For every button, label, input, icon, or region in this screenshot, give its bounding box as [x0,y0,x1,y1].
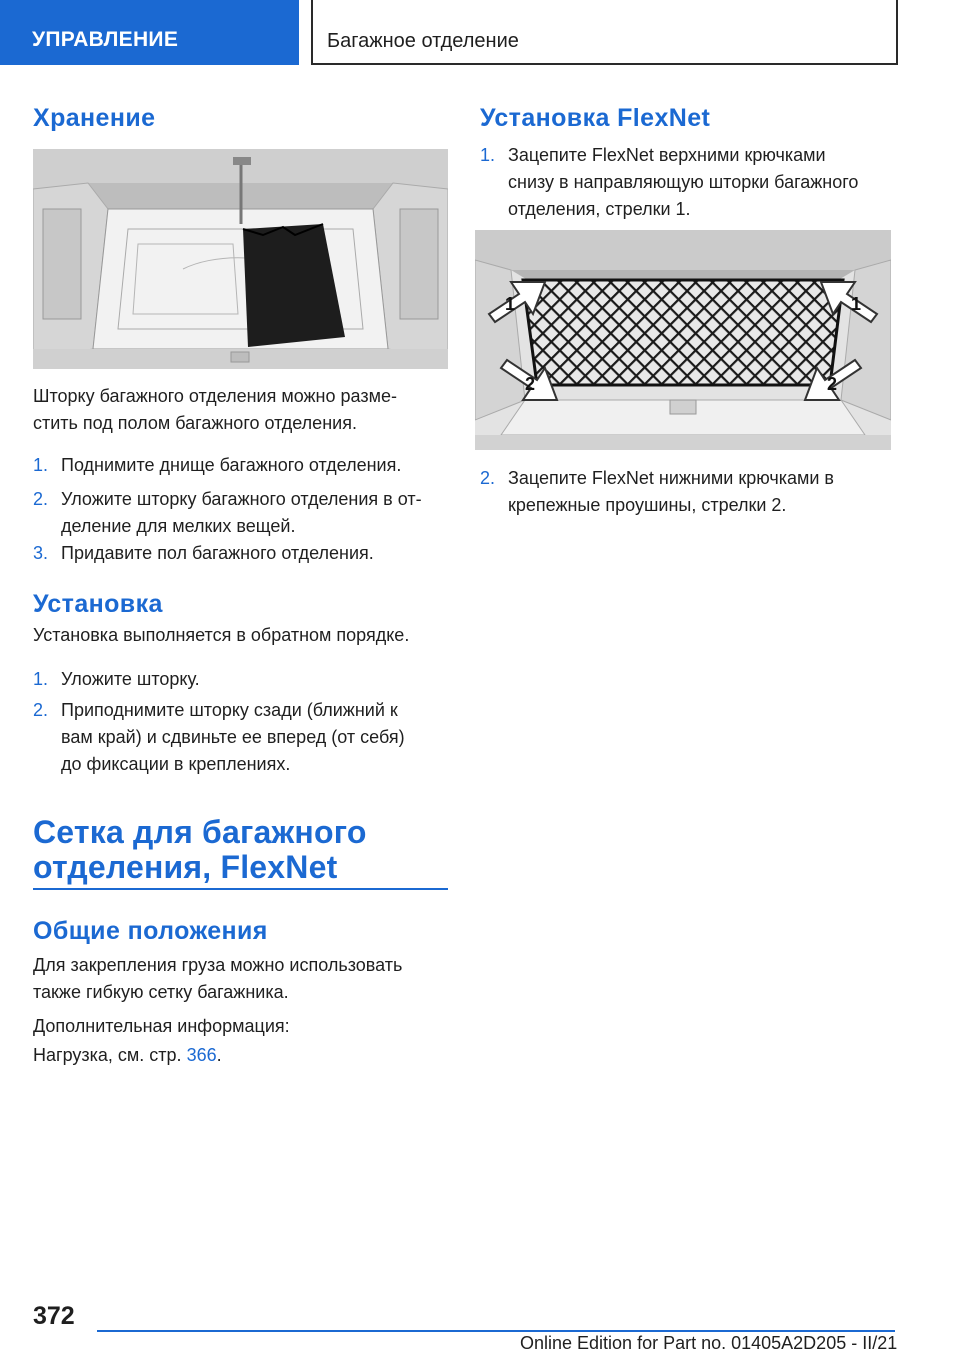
flexnet-illustration [475,230,891,450]
install-heading: Установка [33,590,163,618]
step-text: крепежные проушины, стрелки 2. [508,495,787,515]
arrow-label-1: 1 [505,294,516,314]
step-number: 2. [33,700,49,720]
step-text: Уложите шторку. [61,669,200,689]
subsection-title: Багажное отделение [327,30,519,52]
arrow-label-2: 2 [525,374,536,394]
arrow-label-1: 1 [851,294,862,314]
load-reference-end: . [216,1045,222,1065]
step-text: снизу в направляющую шторки багажного [508,172,859,192]
step-text: деление для мелких вещей. [61,516,296,536]
trunk-storage-illustration [33,149,448,369]
footer-rule [97,1330,895,1332]
step-text: Поднимите днище багажного отделения. [61,455,402,475]
net-title-line1: Сетка для багажного [33,814,367,850]
install-intro: Установка выполняется в обратном порядке. [33,625,410,645]
step-text: Зацепите FlexNet нижними крючками в [508,468,834,488]
general-heading: Общие положения [33,917,268,945]
footer-edition: Online Edition for Part no. 01405A2D205 - II/21 [520,1333,898,1353]
step-number: 1. [33,455,49,475]
step-text: отделения, стрелки 1. [508,199,691,219]
storage-step-2 [33,486,453,540]
section-tab [0,0,299,65]
step-number: 2. [33,489,49,509]
flexnet-step-1 [480,142,900,223]
load-reference-text: Нагрузка, см. стр. [33,1045,187,1065]
page-number: 372 [33,1302,75,1330]
page-link[interactable]: 366 [186,1045,217,1065]
step-text: Уложите шторку багажного отделения в от- [61,489,422,509]
step-text: вам край) и сдвиньте ее вперед (от себя) [61,727,405,747]
storage-heading: Хранение [33,104,156,132]
install-step-2 [33,697,453,778]
net-title-line2: отделения, FlexNet [33,849,338,885]
flexnet-step-2 [480,465,900,519]
step-number: 1. [33,669,49,689]
step-text: Придавите пол багажного отделения. [61,543,374,563]
storage-intro-line1: Шторку багажного отделения можно разме- [33,386,397,406]
step-text: Приподнимите шторку сзади (ближний к [61,700,398,720]
step-text: до фиксации в креплениях. [61,754,291,774]
flexnet-install-heading: Установка FlexNet [480,104,711,132]
step-text: Зацепите FlexNet верхними крючками [508,145,826,165]
general-para-line2: также гибкую сетку багажника. [33,982,289,1002]
subsection-header [311,0,898,65]
arrow-label-2: 2 [827,374,838,394]
section-title: УПРАВЛЕНИЕ [32,28,179,51]
general-para-line1: Для закрепления груза можно использовать [33,955,403,975]
step-number: 1. [480,145,496,165]
step-number: 2. [480,468,496,488]
storage-intro-line2: стить под полом багажного отделения. [33,413,357,433]
step-number: 3. [33,543,49,563]
title-rule [33,888,448,890]
load-reference [33,1042,222,1069]
more-info-text: Дополнительная информация: [33,1016,290,1036]
